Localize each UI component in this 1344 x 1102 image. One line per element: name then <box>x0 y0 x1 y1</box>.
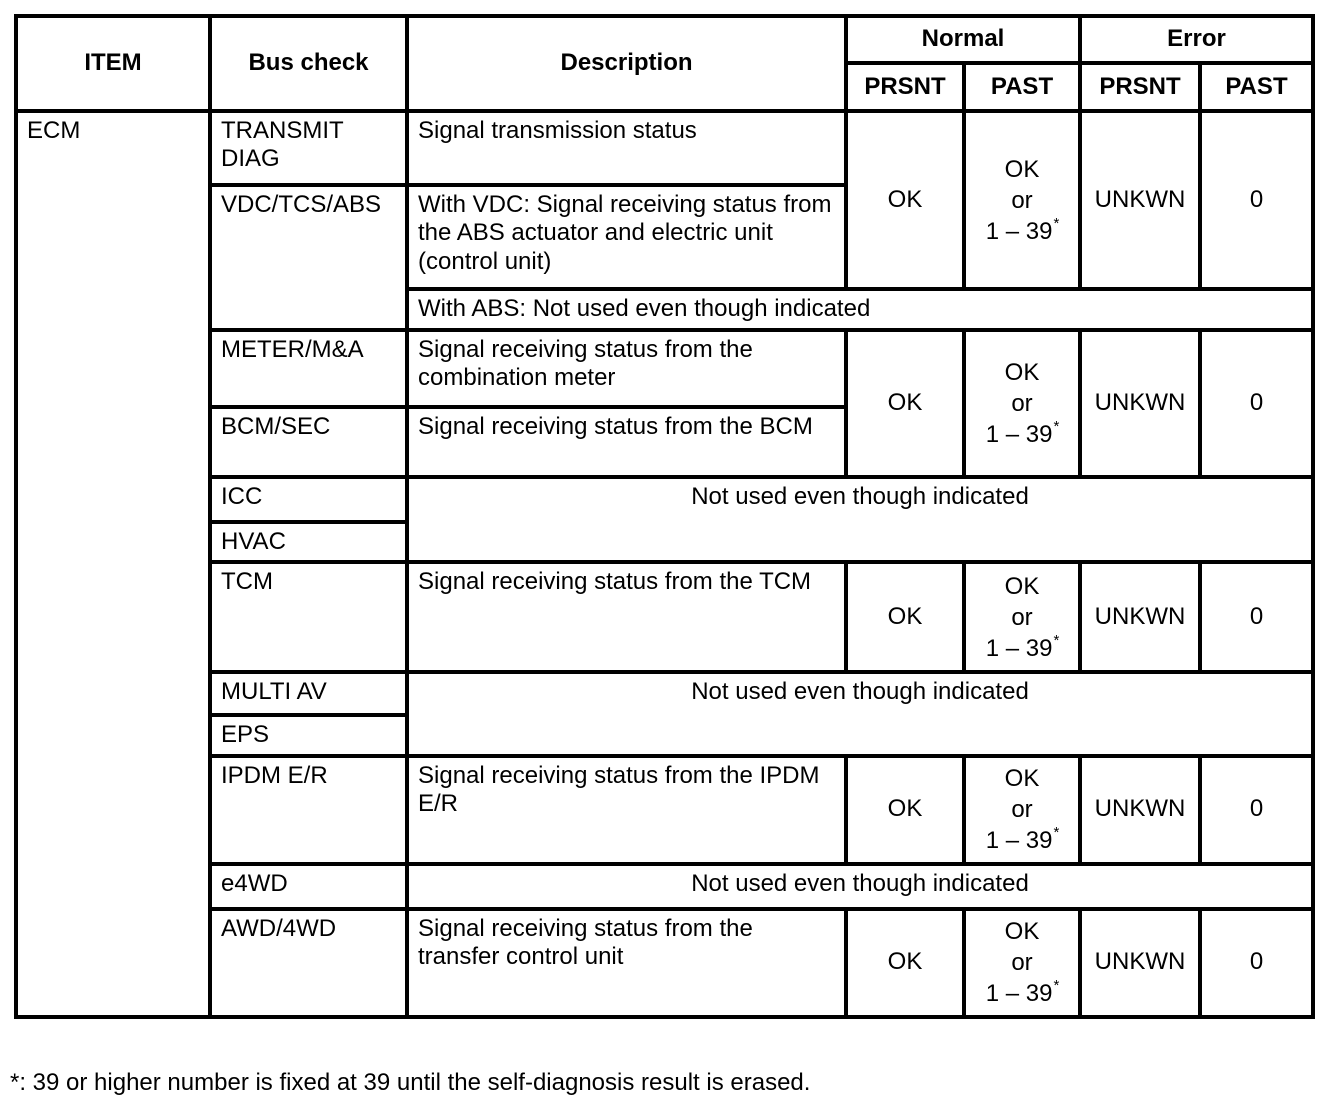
past-value-range: 1 – 39 <box>985 217 1053 245</box>
bus-cell-transmit-diag: TRANSMIT DIAG <box>210 111 407 185</box>
error-prsnt-value: UNKWN <box>1080 909 1200 1017</box>
normal-prsnt-value: OK <box>846 330 964 477</box>
header-normal: Normal <box>846 16 1080 63</box>
normal-past-value <box>964 562 1080 672</box>
error-past-value: 0 <box>1200 562 1313 672</box>
error-past-value: 0 <box>1200 111 1313 289</box>
past-value-line3 <box>986 216 1059 247</box>
footnote-marker: * <box>1053 631 1060 649</box>
past-value-line1: OK <box>1004 155 1040 183</box>
normal-prsnt-value: OK <box>846 111 964 289</box>
bus-cell-icc: ICC <box>210 477 407 522</box>
header-normal-past: PAST <box>964 63 1080 111</box>
past-value-range: 1 – 39 <box>985 827 1053 855</box>
header-error-past: PAST <box>1200 63 1313 111</box>
note-cell-multi-eps: Not used even though indicated <box>407 672 1313 755</box>
past-value-line2: or <box>1011 603 1033 631</box>
footnote-marker: * <box>1053 214 1060 232</box>
bus-cell-vdc-tcs-abs: VDC/TCS/ABS <box>210 185 407 330</box>
normal-past-value <box>964 909 1080 1017</box>
error-past-value: 0 <box>1200 909 1313 1017</box>
table-row-awd-4wd <box>16 909 1313 1017</box>
past-value-line3 <box>986 978 1059 1009</box>
bus-cell-tcm: TCM <box>210 562 407 672</box>
past-value-line3 <box>986 633 1059 664</box>
bus-cell-meter-ma: METER/M&A <box>210 330 407 407</box>
error-prsnt-value: UNKWN <box>1080 756 1200 864</box>
header-error: Error <box>1080 16 1313 63</box>
error-prsnt-value: UNKWN <box>1080 330 1200 477</box>
table-row-tcm <box>16 562 1313 672</box>
desc-cell-bcm-sec: Signal receiving status from the BCM <box>407 407 846 477</box>
table-row-e4wd <box>16 864 1313 909</box>
past-value-line2: or <box>1011 796 1033 824</box>
footnote-marker: * <box>1053 977 1060 995</box>
past-value-line2: or <box>1011 390 1033 417</box>
header-description: Description <box>407 16 846 111</box>
desc-cell-vdc-with-abs: With ABS: Not used even though indicated <box>407 289 1313 330</box>
past-value-line1: OK <box>1004 918 1040 946</box>
past-value-line1: OK <box>1004 359 1040 386</box>
header-error-prsnt: PRSNT <box>1080 63 1200 111</box>
footnote-marker: * <box>1053 824 1060 842</box>
header-normal-prsnt: PRSNT <box>846 63 964 111</box>
error-past-value: 0 <box>1200 330 1313 477</box>
past-value-line2: or <box>1011 949 1033 977</box>
bus-cell-eps: EPS <box>210 715 407 755</box>
error-prsnt-value: UNKWN <box>1080 111 1200 289</box>
header-bus-check: Bus check <box>210 16 407 111</box>
bus-cell-multi-av: MULTI AV <box>210 672 407 715</box>
bus-cell-hvac: HVAC <box>210 522 407 562</box>
note-cell-e4wd: Not used even though indicated <box>407 864 1313 909</box>
table-row-meter-ma <box>16 330 1313 407</box>
desc-cell-transmit-diag: Signal transmission status <box>407 111 846 185</box>
header-item: ITEM <box>16 16 210 111</box>
bus-cell-e4wd: e4WD <box>210 864 407 909</box>
past-value-line1: OK <box>1004 765 1040 793</box>
desc-cell-ipdm-er: Signal receiving status from the IPDM E/R <box>407 756 846 864</box>
footnote-marker: * <box>1053 418 1060 435</box>
past-value-line3 <box>986 419 1059 450</box>
note-cell-icc-hvac: Not used even though indicated <box>407 477 1313 562</box>
normal-past-value <box>964 111 1080 289</box>
past-value-stack <box>975 571 1069 664</box>
normal-prsnt-value: OK <box>846 562 964 672</box>
past-value-range: 1 – 39 <box>985 634 1053 662</box>
error-prsnt-value: UNKWN <box>1080 562 1200 672</box>
past-value-line2: or <box>1011 186 1033 214</box>
past-value-stack <box>975 154 1069 247</box>
footnote-text: *: 39 or higher number is fixed at 39 until the self-diagnosis result is erased. <box>10 1068 811 1096</box>
bus-check-table <box>14 14 1315 1019</box>
item-cell-ecm: ECM <box>16 111 210 1017</box>
normal-past-value <box>964 756 1080 864</box>
past-value-range: 1 – 39 <box>985 421 1053 448</box>
table-row-ipdm-er <box>16 756 1313 864</box>
desc-cell-awd-4wd: Signal receiving status from the transfer control unit <box>407 909 846 1017</box>
past-value-line3 <box>986 825 1059 856</box>
normal-prsnt-value: OK <box>846 909 964 1017</box>
bus-cell-bcm-sec: BCM/SEC <box>210 407 407 477</box>
table-row-multi-av <box>16 672 1313 715</box>
error-past-value: 0 <box>1200 756 1313 864</box>
past-value-line1: OK <box>1004 572 1040 600</box>
bus-cell-awd-4wd: AWD/4WD <box>210 909 407 1017</box>
desc-cell-vdc-with-vdc: With VDC: Signal receiving status from the ABS actuator and electric unit (control unit) <box>407 185 846 289</box>
past-value-range: 1 – 39 <box>985 980 1053 1008</box>
normal-past-value <box>964 330 1080 477</box>
normal-prsnt-value: OK <box>846 756 964 864</box>
past-value-stack <box>975 916 1069 1009</box>
bus-cell-ipdm-er: IPDM E/R <box>210 756 407 864</box>
desc-cell-meter-ma: Signal receiving status from the combination meter <box>407 330 846 407</box>
table-row-icc <box>16 477 1313 522</box>
past-value-stack <box>975 763 1069 856</box>
table-row-transmit-diag <box>16 111 1313 185</box>
past-value-stack <box>975 357 1069 450</box>
desc-cell-tcm: Signal receiving status from the TCM <box>407 562 846 672</box>
